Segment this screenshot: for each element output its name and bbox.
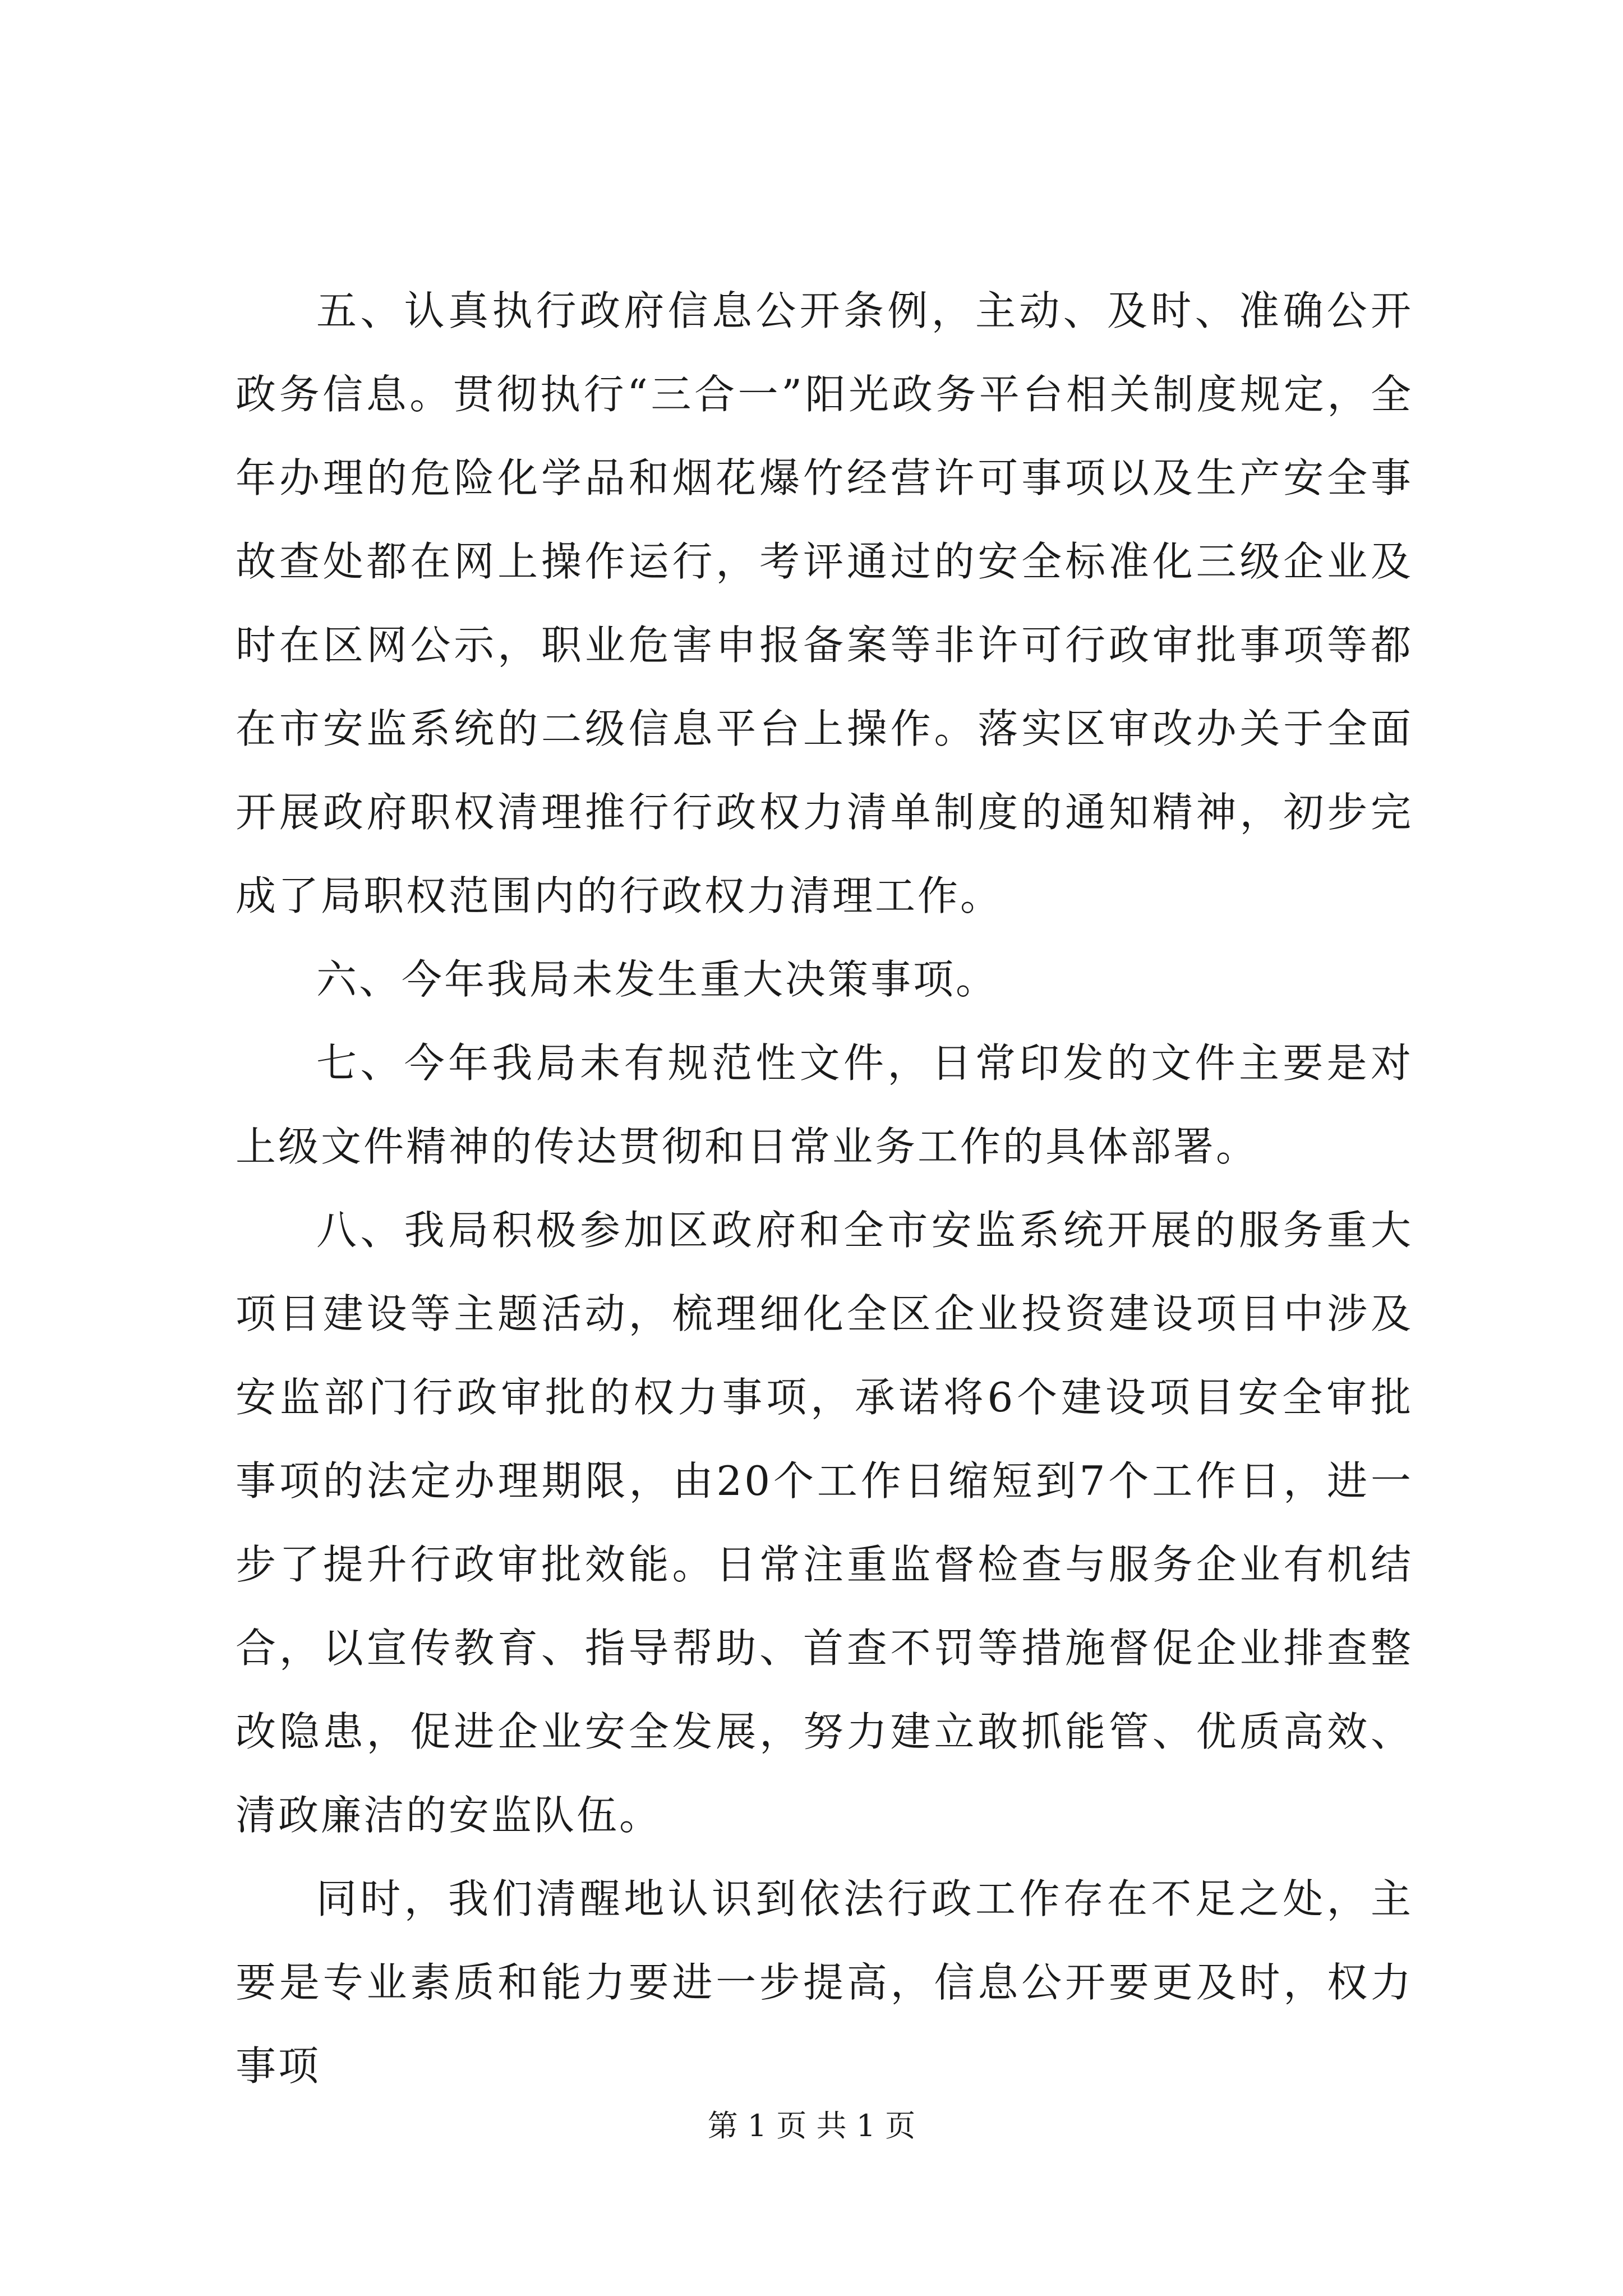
paragraph-8-service-activities: 八、我局积极参加区政府和全市安监系统开展的服务重大项目建设等主题活动，梳理细化全区企业投资建设项目中涉及安监部门行政审批的权力事项，承诺将6个建设项目安全审批事项的法定办理期限，由20个工作日缩短到7个工作日，进一步了提升行政审批效能。日常注重监督检查与服务企业有机结合，以宣传教育、指导帮助、首查不罚等措施督促企业排查整改隐患，促进企业安全发展，努力建立敢抓能管、优质高效、清政廉洁的安监队伍。 [236, 1207, 1413, 1839]
paragraph-7-normative-documents: 七、今年我局未有规范性文件，日常印发的文件主要是对上级文件精神的传达贯彻和日常业务工作的具体部署。 [236, 1039, 1413, 1170]
paragraph-shortcomings: 同时，我们清醒地认识到依法行政工作存在不足之处，主要是专业素质和能力要进一步提高，信息公开要更及时，权力事项 [236, 1875, 1413, 2090]
paragraph-6-major-decisions: 六、今年我局未发生重大决策事项。 [316, 956, 999, 1003]
paragraph-5-information-disclosure: 五、认真执行政府信息公开条例，主动、及时、准确公开政务信息。贯彻执行“三合一”阳光政务平台相关制度规定，全年办理的危险化学品和烟花爆竹经营许可事项以及生产安全事故查处都在网上操作运行，考评通过的安全标准化三级企业及时在区网公示，职业危害申报备案等非许可行政审批事项等都在市安监系统的二级信息平台上操作。落实区审改办关于全面开展政府职权清理推行行政权力清单制度的通知精神，初步完成了局职权范围内的行政权力清理工作。 [236, 287, 1413, 919]
document-body [236, 269, 1413, 2108]
page-footer: 第 1 页 共 1 页 [707, 2108, 916, 2143]
